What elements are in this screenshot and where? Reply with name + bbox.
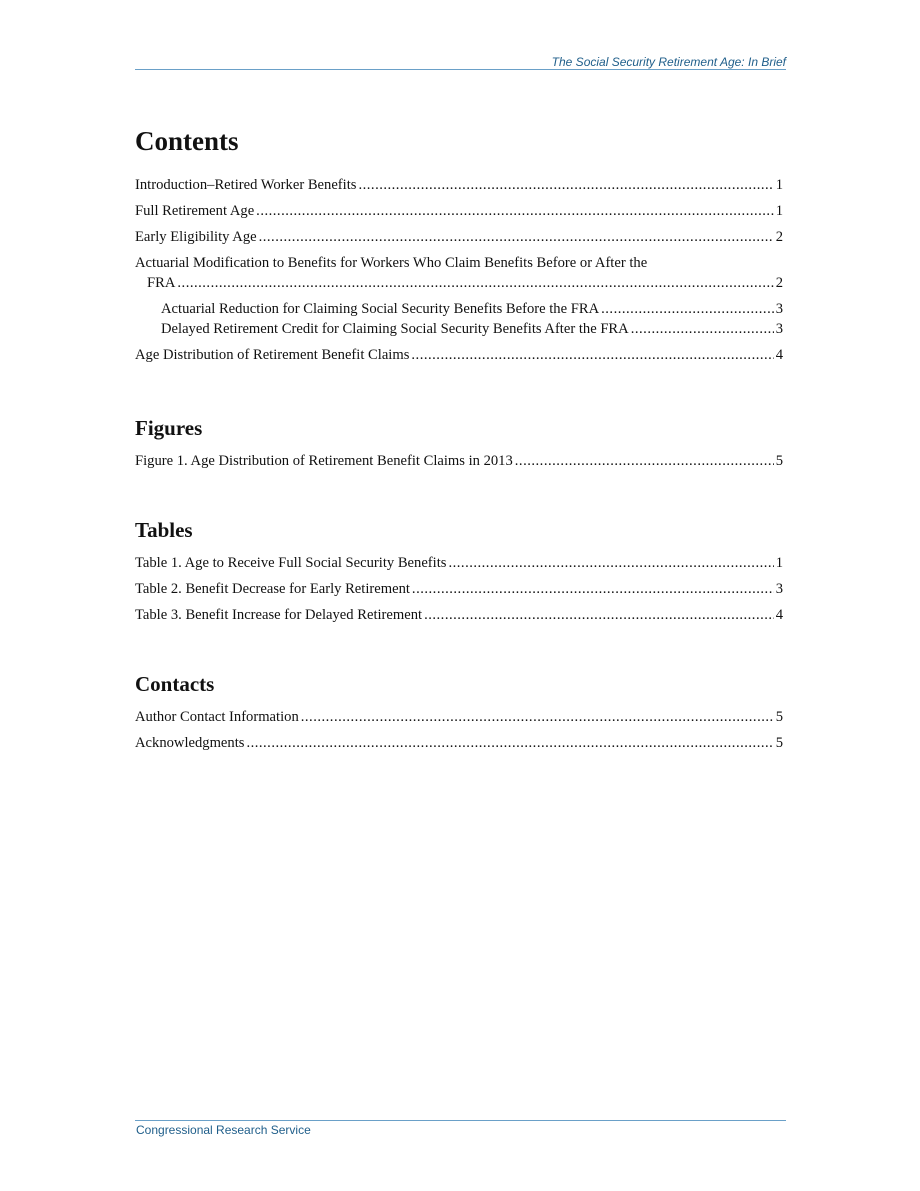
toc-entry-label: Table 3. Benefit Increase for Delayed Retirement xyxy=(135,607,423,623)
dot-leader xyxy=(358,175,773,195)
toc-entry-page: 5 xyxy=(775,735,783,751)
toc-entry-label: Figure 1. Age Distribution of Retirement Benefit Claims in 2013 xyxy=(135,453,513,469)
contents-title: Contents xyxy=(135,126,239,156)
contacts-title: Contacts xyxy=(135,672,215,696)
toc-entry-page: 4 xyxy=(775,347,783,363)
toc-entry-page: 2 xyxy=(775,229,783,245)
toc-entry-figure-1[interactable] xyxy=(135,451,783,471)
dot-leader xyxy=(246,733,773,753)
spacer xyxy=(135,631,783,671)
toc-entry-full-retirement-age[interactable] xyxy=(135,201,783,221)
toc-entry-age-distribution[interactable] xyxy=(135,345,783,365)
toc-entry-label: Full Retirement Age xyxy=(135,203,255,219)
dot-leader xyxy=(448,553,773,573)
spacer xyxy=(135,477,783,517)
toc-entry-author-contact[interactable] xyxy=(135,707,783,727)
toc-entry-introduction[interactable] xyxy=(135,175,783,195)
footer-rule xyxy=(135,1120,786,1121)
toc-entry-label: Table 1. Age to Receive Full Social Security Benefits xyxy=(135,555,447,571)
toc-entry-label-line1: Actuarial Modification to Benefits for Workers Who Claim Benefits Before or After the xyxy=(135,255,648,271)
dot-leader xyxy=(601,299,774,319)
toc-entry-label: Author Contact Information xyxy=(135,709,299,725)
toc-entry-page: 1 xyxy=(775,203,783,219)
toc-entry-label: Actuarial Reduction for Claiming Social Security Benefits Before the FRA xyxy=(161,301,600,317)
header-rule xyxy=(135,69,786,70)
toc-entry-page: 5 xyxy=(775,453,783,469)
dot-leader xyxy=(631,319,774,339)
tables-title: Tables xyxy=(135,518,193,542)
toc-entry-page: 2 xyxy=(775,275,783,291)
toc-entry-page: 3 xyxy=(775,301,783,317)
toc-entry-label: Early Eligibility Age xyxy=(135,229,257,245)
figures-title: Figures xyxy=(135,416,203,440)
dot-leader xyxy=(301,707,774,727)
page-footer: Congressional Research Service xyxy=(136,1123,311,1137)
toc-entry-acknowledgments[interactable] xyxy=(135,733,783,753)
dot-leader xyxy=(424,605,774,625)
dot-leader xyxy=(259,227,774,247)
toc-entry-page: 5 xyxy=(775,709,783,725)
toc-entry-page: 3 xyxy=(775,581,783,597)
toc-entry-table-1[interactable] xyxy=(135,553,783,573)
toc-entry-delayed-retirement-credit[interactable] xyxy=(135,319,783,339)
toc-entry-label: Introduction–Retired Worker Benefits xyxy=(135,177,357,193)
dot-leader xyxy=(177,273,773,293)
dot-leader xyxy=(411,345,773,365)
toc-entry-label: Delayed Retirement Credit for Claiming Social Security Benefits After the FRA xyxy=(161,321,629,337)
toc-entry-page: 4 xyxy=(775,607,783,623)
table-of-contents xyxy=(135,122,783,759)
toc-entry-label: Age Distribution of Retirement Benefit Claims xyxy=(135,347,410,363)
toc-entry-table-2[interactable] xyxy=(135,579,783,599)
dot-leader xyxy=(515,451,774,471)
toc-entry-actuarial-reduction[interactable] xyxy=(135,299,783,319)
toc-entry-label: Table 2. Benefit Decrease for Early Retirement xyxy=(135,581,410,597)
toc-entry-early-eligibility-age[interactable] xyxy=(135,227,783,247)
toc-entry-continuation xyxy=(135,273,783,293)
toc-entry-page: 1 xyxy=(775,177,783,193)
toc-entry-label: Acknowledgments xyxy=(135,735,245,751)
toc-entry-table-3[interactable] xyxy=(135,605,783,625)
toc-entry-actuarial-modification[interactable] xyxy=(135,253,783,293)
toc-entry-label-line2: FRA xyxy=(147,275,176,291)
running-header: The Social Security Retirement Age: In Brief xyxy=(551,55,786,69)
spacer xyxy=(135,371,783,415)
toc-entry-page: 3 xyxy=(775,321,783,337)
toc-entry-page: 1 xyxy=(775,555,783,571)
dot-leader xyxy=(256,201,774,221)
dot-leader xyxy=(412,579,774,599)
